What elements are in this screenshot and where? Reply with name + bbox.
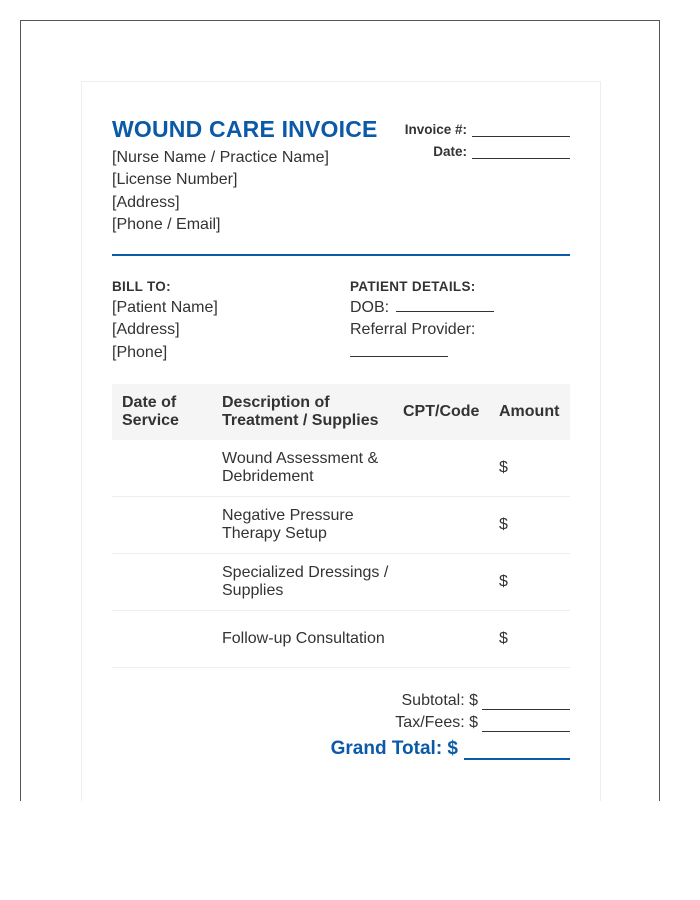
- tax-fees-label: Tax/Fees: $: [395, 714, 478, 731]
- provider-info: [112, 147, 329, 236]
- grand-total-field[interactable]: [464, 741, 570, 760]
- grand-total-label: Grand Total: $: [330, 738, 458, 759]
- invoice-date-field[interactable]: [472, 144, 570, 159]
- bill-to-label: BILL TO:: [112, 279, 171, 294]
- subtotal-field[interactable]: [482, 695, 570, 710]
- cell-code[interactable]: [393, 497, 489, 554]
- provider-contact: [Phone / Email]: [112, 215, 221, 233]
- header-date-of-service: Date of Service: [112, 384, 212, 440]
- tax-fees-row: [331, 710, 570, 733]
- table-row: [112, 554, 570, 611]
- cell-description: Follow-up Consultation: [212, 611, 393, 668]
- cell-code[interactable]: [393, 554, 489, 611]
- bill-to-phone: [Phone]: [112, 343, 168, 361]
- header-description: Description of Treatment / Supplies: [212, 384, 393, 440]
- invoice-date-label: Date:: [433, 144, 467, 159]
- referral-provider-label: Referral Provider:: [350, 321, 476, 339]
- header-cpt-code: CPT/Code: [393, 384, 489, 440]
- totals-block: [331, 687, 570, 760]
- provider-name: [Nurse Name / Practice Name]: [112, 149, 329, 166]
- cell-date[interactable]: [112, 440, 212, 497]
- header-divider: [112, 254, 570, 256]
- invoice-content: [112, 112, 570, 759]
- invoice-date-row: [405, 137, 570, 159]
- bill-to-block: [112, 279, 218, 364]
- invoice-number-row: [405, 115, 570, 137]
- table-row: [112, 440, 570, 497]
- patient-details-block: [350, 279, 494, 364]
- cell-date[interactable]: [112, 554, 212, 611]
- subtotal-label: Subtotal: $: [401, 691, 478, 709]
- dob-row: [350, 297, 494, 319]
- services-table: [112, 384, 570, 668]
- table-header-row: [112, 384, 570, 440]
- cell-date[interactable]: [112, 611, 212, 668]
- referral-provider-field[interactable]: [350, 342, 448, 357]
- cell-code[interactable]: [393, 440, 489, 497]
- invoice-number-label: Invoice #:: [404, 122, 467, 137]
- provider-license: [License Number]: [112, 171, 238, 189]
- cell-date[interactable]: [112, 497, 212, 554]
- cell-amount[interactable]: $: [489, 497, 570, 554]
- dob-field[interactable]: [396, 297, 494, 312]
- bill-to-address: [Address]: [112, 321, 180, 339]
- referral-provider-row: [350, 342, 494, 364]
- table-row: [112, 497, 570, 554]
- cell-description: Wound Assessment & Debridement: [212, 440, 393, 497]
- tax-fees-field[interactable]: [482, 717, 570, 732]
- cell-description: Negative Pressure Therapy Setup: [212, 497, 393, 554]
- subtotal-row: [331, 687, 570, 710]
- invoice-header: [112, 112, 570, 244]
- provider-address: [Address]: [112, 193, 180, 211]
- invoice-title: WOUND CARE INVOICE: [112, 116, 378, 142]
- cell-description: Specialized Dressings / Supplies: [212, 554, 393, 611]
- header-amount: Amount: [489, 384, 570, 440]
- invoice-number-field[interactable]: [472, 122, 570, 137]
- patient-details-label: PATIENT DETAILS:: [350, 279, 476, 294]
- cell-code[interactable]: [393, 611, 489, 668]
- invoice-meta: [405, 115, 570, 159]
- bill-to-patient-name: [Patient Name]: [112, 299, 218, 316]
- billing-section: [112, 279, 570, 369]
- table-row: [112, 611, 570, 668]
- grand-total-row: [331, 734, 570, 760]
- cell-amount[interactable]: $: [489, 611, 570, 668]
- cell-amount[interactable]: $: [489, 440, 570, 497]
- cell-amount[interactable]: $: [489, 554, 570, 611]
- dob-label: DOB:: [350, 299, 390, 316]
